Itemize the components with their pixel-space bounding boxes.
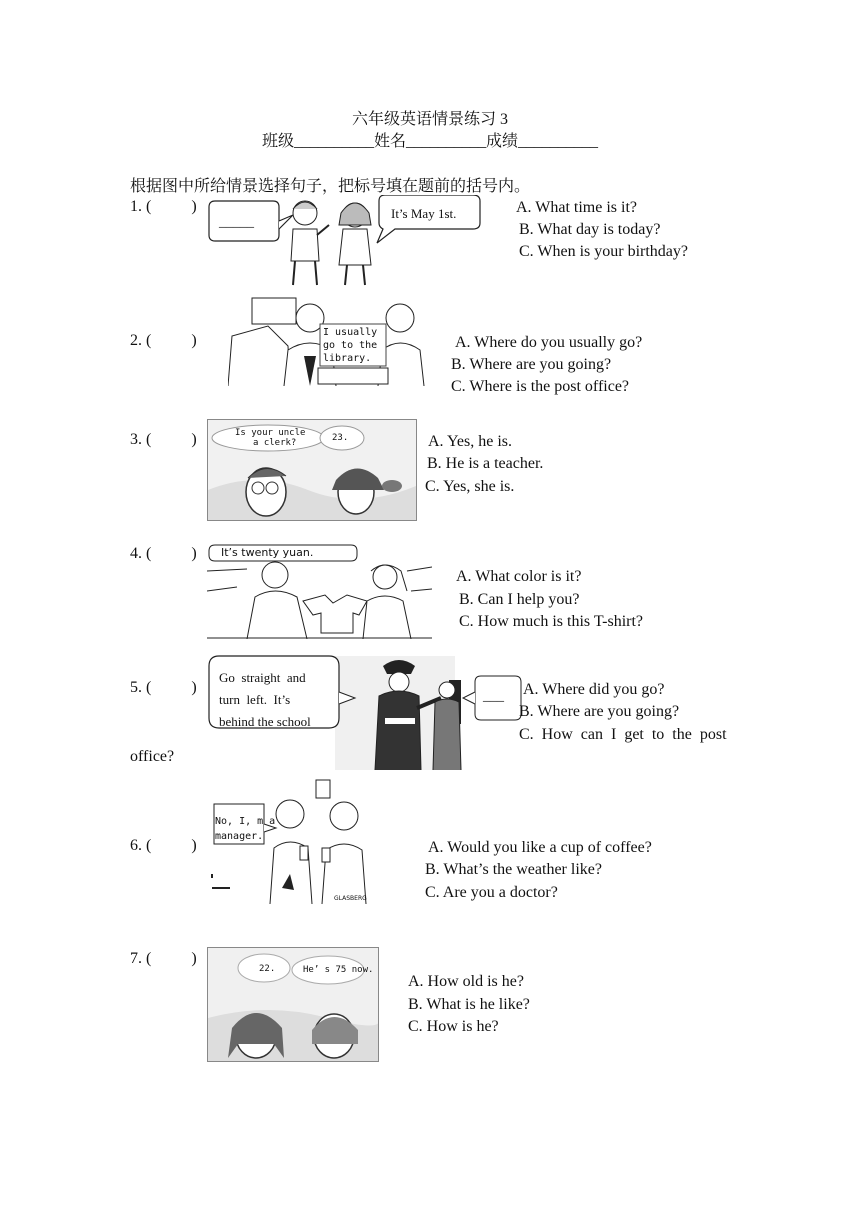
question-3-option-b[interactable]: B. He is a teacher.: [427, 455, 544, 472]
question-5-picture: [205, 652, 525, 770]
question-2-bubble-line2: go to the: [323, 340, 378, 351]
question-3-number[interactable]: 3. ( ): [130, 431, 197, 448]
question-6-option-c[interactable]: C. Are you a doctor?: [425, 884, 558, 901]
question-5-number[interactable]: 5. ( ): [130, 679, 197, 696]
question-1-option-c[interactable]: C. When is your birthday?: [519, 243, 689, 260]
question-7-option-a[interactable]: A. How old is he?: [408, 973, 524, 990]
question-6-option-a[interactable]: A. Would you like a cup of coffee?: [428, 839, 652, 856]
question-2-option-a[interactable]: A. Where do you usually go?: [455, 334, 643, 351]
question-3-bubble-line2: a clerk?: [253, 438, 297, 448]
question-2-bubble-line3: library.: [323, 353, 372, 364]
question-3-bubble-answer: 23.: [332, 433, 349, 443]
question-7-number[interactable]: 7. ( ): [130, 950, 197, 967]
question-7-bubble-age: He’ s 75 now.: [303, 965, 374, 975]
question-7-option-b[interactable]: B. What is he like?: [408, 996, 530, 1013]
question-1-bubble-blank: _____: [219, 215, 254, 230]
question-5-bubble-line2: turn left. It’s: [219, 692, 291, 707]
question-6-picture: [210, 778, 375, 904]
question-6-option-b[interactable]: B. What’s the weather like?: [425, 861, 602, 878]
question-2-picture: [228, 296, 433, 386]
page-title: 六年级英语情景练习 3: [351, 111, 508, 128]
question-3-option-c[interactable]: C. Yes, she is.: [425, 478, 515, 495]
question-1-bubble-answer: It’s May 1st.: [391, 206, 457, 221]
question-1-option-b[interactable]: B. What day is today?: [519, 221, 661, 238]
question-2-option-c[interactable]: C. Where is the post office?: [451, 378, 630, 395]
question-5-option-a[interactable]: A. Where did you go?: [523, 681, 665, 698]
question-5-option-c-continued: office?: [130, 748, 175, 765]
question-5-bubble-line3: behind the school: [219, 714, 311, 728]
question-4-picture: [207, 541, 432, 639]
question-2-bubble-line1: I usually: [323, 327, 378, 338]
question-3-option-a[interactable]: A. Yes, he is.: [428, 433, 513, 450]
question-7-picture: [207, 947, 379, 1062]
question-4-bubble-price: It’s twenty yuan.: [221, 546, 314, 559]
question-7-bubble-answer: 22.: [259, 964, 276, 974]
instruction-text: 根据图中所给情景选择句子，把标号填在题前的括号内。: [130, 178, 531, 195]
question-5-option-c[interactable]: C. How can I get to the post: [519, 726, 727, 743]
question-1-option-a[interactable]: A. What time is it?: [516, 199, 638, 216]
question-5-option-b[interactable]: B. Where are you going?: [519, 703, 680, 720]
question-5-bubble-line1: Go straight and: [219, 670, 306, 685]
question-6-artist-signature: GLASBERG: [334, 895, 367, 902]
question-6-bubble-line1: No, I, m a: [215, 816, 276, 827]
question-3-picture: [207, 419, 417, 521]
student-info-line: 班级__________姓名__________成绩__________: [261, 133, 598, 150]
question-6-bubble-line2: manager.: [215, 831, 264, 842]
question-1-picture: [205, 195, 490, 287]
question-5-bubble-blank: ___: [483, 689, 504, 704]
question-4-option-b[interactable]: B. Can I help you?: [459, 591, 580, 608]
question-3-bubble-line1: Is your uncle: [235, 428, 306, 438]
question-2-option-b[interactable]: B. Where are you going?: [451, 356, 612, 373]
question-4-option-c[interactable]: C. How much is this T-shirt?: [459, 613, 644, 630]
question-1-number[interactable]: 1. ( ): [130, 198, 197, 215]
question-6-number[interactable]: 6. ( ): [130, 837, 197, 854]
question-7-option-c[interactable]: C. How is he?: [408, 1018, 499, 1035]
question-4-option-a[interactable]: A. What color is it?: [456, 568, 582, 585]
question-2-number[interactable]: 2. ( ): [130, 332, 197, 349]
question-4-number[interactable]: 4. ( ): [130, 545, 197, 562]
